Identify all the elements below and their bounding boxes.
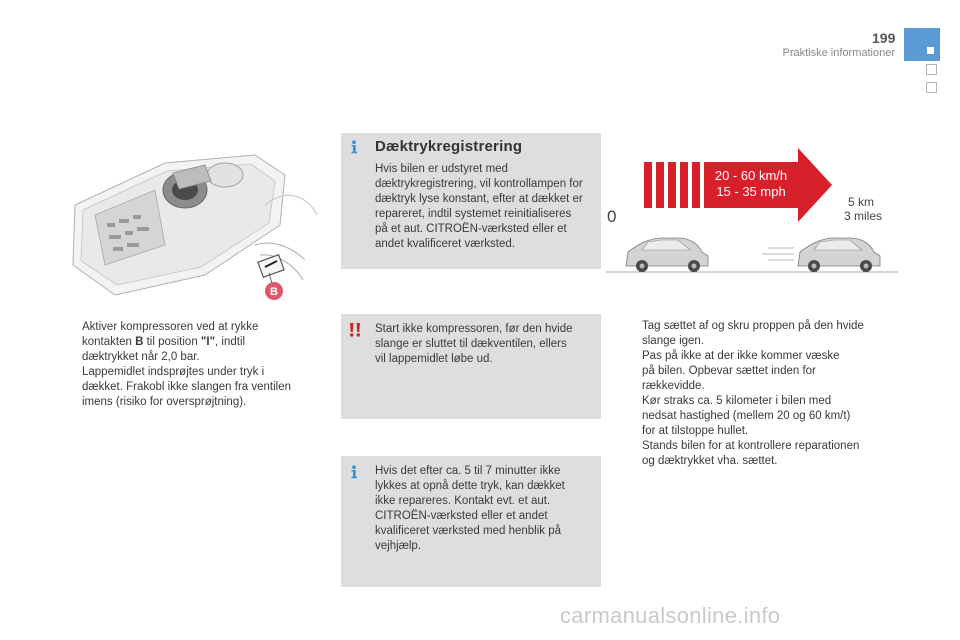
position-label: "I" (200, 336, 216, 348)
text-line: repareret, indtil systemet reinitialiseres (375, 208, 572, 220)
speed-mph-label: 15 - 35 mph (716, 184, 786, 199)
start-distance-label: 0 (607, 207, 617, 226)
warning-panel (341, 314, 601, 419)
distance-miles-label: 3 miles (844, 209, 883, 223)
info-panel (341, 133, 601, 269)
text-line: vil lappemidlet løbe ud. (375, 353, 493, 365)
text-line: og dæktrykket vha. sættet. (642, 455, 778, 467)
tab-indicator-icon (927, 47, 934, 54)
section-title: Praktiske informationer (782, 47, 895, 59)
text-span: kontakten (82, 336, 136, 348)
text-line: for at tilstoppe hullet. (642, 425, 749, 437)
chapter-tab[interactable] (926, 82, 937, 93)
panel-body (375, 162, 599, 252)
text-line: dæktrykregistrering, vil kontrollampen for (375, 178, 583, 190)
text-line: slange er sluttet til dækventilen, ellers (375, 338, 567, 350)
list-item (622, 319, 892, 394)
repair-kit-illustration (55, 145, 321, 307)
car-start-icon (626, 238, 708, 272)
text-line: på et aut. CITROËN-værksted eller et (375, 223, 567, 235)
text-line: Aktiver kompressoren ved at rykke (82, 321, 259, 333)
text-line: vejhjælp. (375, 540, 422, 552)
text-line: Hvis bilen er udstyret med (375, 163, 508, 175)
speed-distance-illustration (598, 138, 900, 280)
car-moving-icon (798, 238, 880, 272)
text-line: imens (risiko for oversprøjtning). (82, 396, 247, 408)
figure-label-b: B (270, 286, 278, 298)
text-line: andet kvalificeret værksted. (375, 238, 515, 250)
text-line: lykkes at opnå dette tryk, kan dækket (375, 480, 565, 492)
motion-lines-icon (762, 248, 794, 260)
speed-kmh-label: 20 - 60 km/h (714, 168, 788, 183)
page-number: 199 (872, 30, 896, 46)
text-line: Pas på ikke at der ikke kommer væske (642, 350, 840, 362)
info-icon (347, 140, 361, 154)
text-line: ikke repareres. Kontakt evt. et aut. (375, 495, 551, 507)
text-line: Stands bilen for at kontrollere reparationen (642, 440, 860, 452)
text-line: CITROËN-værksted eller et andet (375, 510, 548, 522)
text-line: nedsat hastighed (mellem 20 og 60 km/t) (642, 410, 851, 422)
list-item (622, 439, 892, 469)
text-line: dækket. Frakobl ikke slangen fra ventilen (82, 381, 292, 393)
chapter-tab-active[interactable] (904, 28, 940, 61)
text-line: slange igen. (642, 335, 705, 347)
text-line: Kør straks ca. 5 kilometer i bilen med (642, 395, 832, 407)
text-line: Start ikke kompressoren, før den hvide (375, 323, 573, 335)
warning-icon (348, 323, 362, 337)
watermark: carmanualsonline.info (560, 603, 781, 628)
text-line: rækkevidde. (642, 380, 705, 392)
distance-km-label: 5 km (848, 195, 875, 209)
text-line: kvalificeret værksted med henblik på (375, 525, 561, 537)
chapter-tab[interactable] (926, 64, 937, 75)
text-line: Hvis det efter ca. 5 til 7 minutter ikke (375, 465, 561, 477)
note-panel (341, 456, 601, 587)
list-item (62, 320, 312, 410)
text-line: på bilen. Opbevar sættet inden for (642, 365, 816, 377)
switch-label: B (135, 336, 144, 348)
panel-body (375, 464, 599, 554)
text-line: Lappemidlet indsprøjtes under tryk i (82, 366, 265, 378)
panel-title: Dæktrykregistrering (375, 138, 523, 155)
text-span: til position (143, 336, 201, 348)
list-item (622, 394, 892, 439)
text-span: , indtil (215, 336, 246, 348)
text-line: dæktrykket når 2,0 bar. (82, 351, 200, 363)
panel-body (375, 322, 599, 367)
text-line: dæktryk lyse konstant, efter at dækket er (375, 193, 583, 205)
text-line: Tag sættet af og skru proppen på den hvide (642, 320, 864, 332)
instruction-list (622, 319, 892, 469)
info-icon (347, 465, 361, 479)
text-line (82, 335, 312, 350)
